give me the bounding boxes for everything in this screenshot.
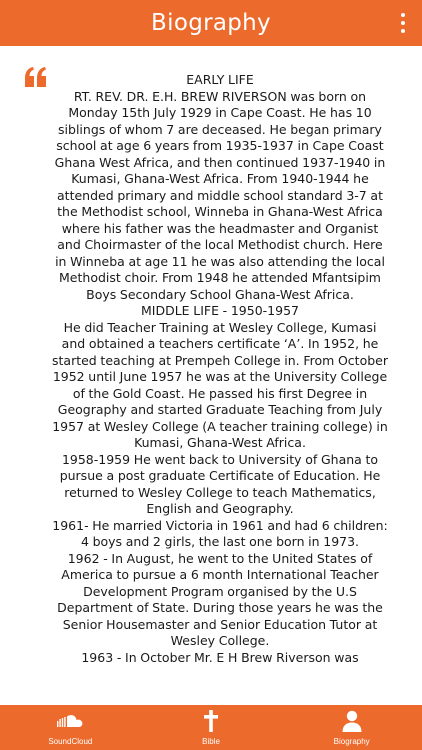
page-title: Biography xyxy=(151,10,271,36)
tab-biography[interactable] xyxy=(281,705,422,750)
more-options-icon[interactable] xyxy=(396,11,410,35)
biography-content[interactable] xyxy=(50,72,390,705)
tab-soundcloud[interactable] xyxy=(0,705,141,750)
soundcloud-icon xyxy=(57,714,83,728)
person-icon xyxy=(342,710,362,732)
tab-soundcloud-label: SoundCloud xyxy=(48,737,93,746)
biography-text: EARLY LIFE RT. REV. DR. E.H. BREW RIVERSON was born on Monday 15th July 1929 in Cape Coast. He has 10 siblings of whom 7 are deceased. He began primary school at age 6 years from 1935-1937 in Cape Coast Ghana West Africa, and then continued 1937-1940 in Kumasi, Ghana-West Africa. From 1940-1944 he attended primary and middle school standard 3-7 at the Methodist school, Winneba in Ghana-West Africa where his father was the headmaster and Organist and Choirmaster of the local Methodist church. Here in Winneba at age 11 he was also attending the local Methodist choir. From 1948 he attended Mfantsipim Boys Secondary School Ghana-West Africa. MIDDLE LIFE - 1950-1957 He did Teacher Training at Wesley College, Kumasi and obtained a teachers certificate ‘A’. In 1952, he started teaching at Prempeh College in. From October 1952 until June 1957 he was at the University College of the Gold Coast. He passed his first Degree in Geography and started Graduate Teaching from July 1957 at Wesley College (A teacher training college) in Kumasi, Ghana-West Africa. 1958-1959 He went back to University of Ghana to pursue a post graduate Certificate of Education. He returned to Wesley College to teach Mathematics, English and Geography. 1961- He married Victoria in 1961 and had 6 children: 4 boys and 2 girls, the last one born in 1973. 1962 - In August, he went to the United States of America to pursue a 6 month International Teacher Development Program organised by the U.S Department of State. During those years he was the Senior Housemaster and Senior Education Tutor at Wesley College. 1963 - In October Mr. E H Brew Riverson was xyxy=(52,72,388,665)
tab-biography-label: Biography xyxy=(333,737,370,746)
cross-icon xyxy=(204,710,218,732)
quote-icon xyxy=(24,66,48,88)
tab-bible-label: Bible xyxy=(202,737,220,746)
app-bar xyxy=(0,0,422,46)
tab-bible[interactable] xyxy=(141,705,282,750)
bottom-tab-bar xyxy=(0,705,422,750)
